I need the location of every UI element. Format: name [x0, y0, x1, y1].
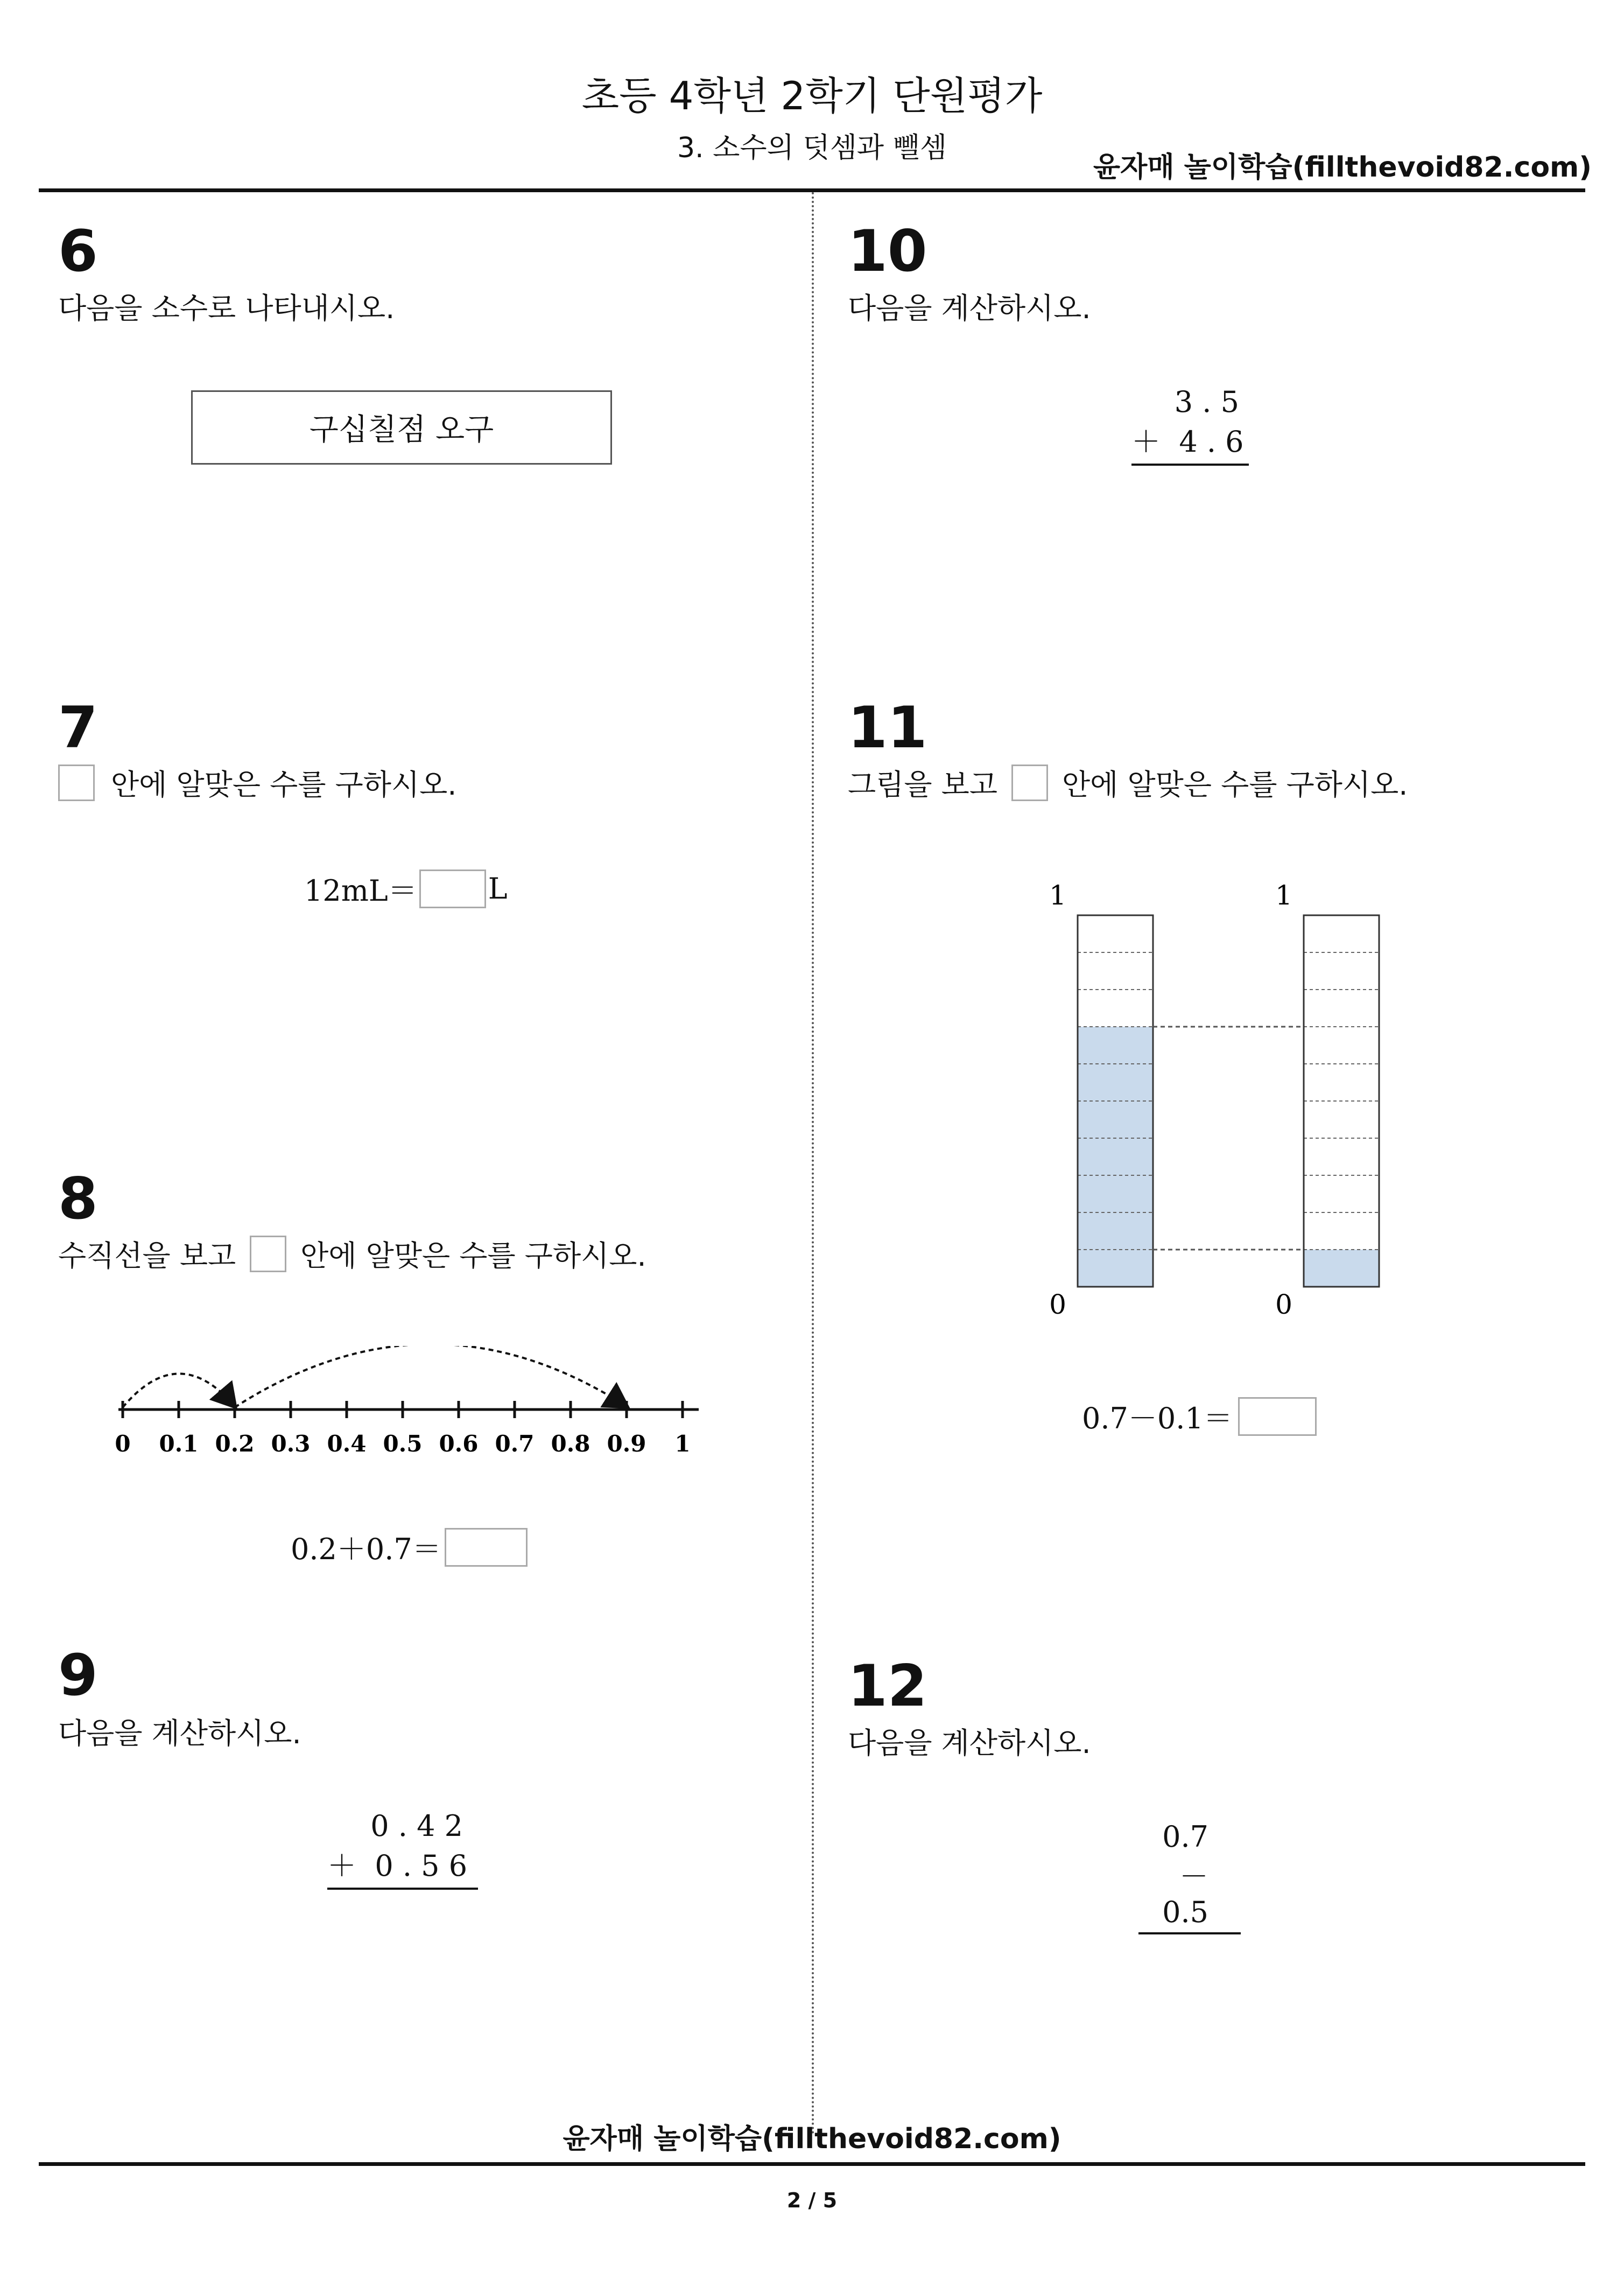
header-rule [39, 188, 1585, 192]
page-title: 초등 4학년 2학기 단원평가 [581, 73, 1043, 118]
number-line-label: 0.5 [383, 1430, 423, 1457]
question-9-line1: 0 . 4 2 [370, 1809, 463, 1843]
question-11-expression [1082, 1396, 1317, 1437]
bar2-top-label: 1 [1275, 880, 1292, 911]
question-11-answer-box[interactable] [1238, 1397, 1317, 1436]
question-12-line1: 0.7 [1162, 1820, 1208, 1854]
question-7-answer-box[interactable] [419, 869, 486, 908]
number-line-label: 0.1 [159, 1430, 199, 1457]
number-line-label: 0.3 [271, 1430, 311, 1457]
question-8-prompt-box [250, 1236, 286, 1272]
question-8-answer-box[interactable] [445, 1528, 528, 1567]
question-8-prompt-after: 안에 알맞은 수를 구하시오. [300, 1239, 646, 1273]
number-line-label: 0.4 [327, 1430, 367, 1457]
question-8-expr: 0.2＋0.7＝ [291, 1532, 441, 1566]
unit-subtitle: 3. 소수의 덧셈과 뺄셈 [677, 132, 947, 164]
question-10-number: 10 [848, 218, 927, 284]
question-11-number: 11 [848, 695, 927, 761]
question-12-prompt: 다음을 계산하시오. [848, 1726, 1091, 1760]
question-7-expr-left: 12mL＝ [304, 874, 417, 908]
question-8-expression [291, 1526, 528, 1568]
question-11-prompt-after: 안에 알맞은 수를 구하시오. [1062, 768, 1408, 802]
number-line [108, 1346, 716, 1470]
question-6-number: 6 [58, 218, 98, 284]
bar2-shaded [1304, 1250, 1379, 1287]
question-9-number: 9 [58, 1642, 98, 1708]
question-9-line2: ＋ 0 . 5 6 [327, 1849, 468, 1883]
number-line-label: 0.9 [607, 1430, 646, 1457]
brand-footer: 윤자매 놀이학습(fillthevoid82.com) [563, 2123, 1061, 2155]
question-7-number: 7 [58, 695, 98, 761]
number-line-label: 0.6 [439, 1430, 479, 1457]
question-9-underline [327, 1888, 478, 1890]
bar1-top-label: 1 [1049, 880, 1066, 911]
question-10-line1: 3 . 5 [1174, 385, 1239, 419]
question-11-expr: 0.7－0.1＝ [1082, 1401, 1233, 1435]
question-6-word-box [191, 390, 612, 465]
question-7-expr-right: L [488, 872, 508, 906]
number-line-label: 1 [674, 1430, 691, 1457]
number-line-label: 0.2 [215, 1430, 255, 1457]
page-number: 2 / 5 [786, 2189, 838, 2212]
decimal-bars-figure [1039, 872, 1416, 1324]
number-line-jump-arrow [235, 1346, 627, 1407]
question-10-underline [1131, 464, 1249, 466]
question-7-expression [304, 868, 508, 909]
question-6-word: 구십칠점 오구 [309, 412, 494, 447]
question-9-calculation [327, 1809, 478, 1890]
question-11-prompt-row [848, 762, 1408, 803]
number-line-label: 0.8 [551, 1430, 590, 1457]
question-10-prompt: 다음을 계산하시오. [848, 291, 1091, 325]
question-8-number: 8 [58, 1166, 98, 1232]
column-divider [812, 192, 814, 2136]
question-7-prompt-box [58, 765, 95, 801]
question-11-prompt-box [1011, 765, 1048, 801]
brand-header: 윤자매 놀이학습(fillthevoid82.com) [1093, 151, 1592, 184]
question-10-calculation [1131, 385, 1249, 466]
question-8-prompt-row [58, 1233, 646, 1274]
bar1-bottom-label: 0 [1049, 1289, 1066, 1320]
question-10-line2: ＋ 4 . 6 [1131, 425, 1244, 459]
footer-rule [39, 2162, 1585, 2166]
question-12-line2: －0.5 [1162, 1860, 1208, 1929]
bar1-shaded [1078, 1027, 1153, 1287]
question-6-prompt: 다음을 소수로 나타내시오. [58, 291, 395, 325]
question-11-prompt-before: 그림을 보고 [848, 768, 997, 802]
question-12-number: 12 [848, 1653, 927, 1719]
question-7-prompt-row [58, 762, 456, 803]
question-7-prompt: 안에 알맞은 수를 구하시오. [111, 768, 457, 802]
question-9-prompt: 다음을 계산하시오. [58, 1716, 301, 1750]
number-line-label: 0.7 [495, 1430, 535, 1457]
question-8-prompt-before: 수직선을 보고 [58, 1239, 236, 1273]
question-12-calculation [1138, 1820, 1241, 1934]
bar2-bottom-label: 0 [1275, 1289, 1292, 1320]
question-12-underline [1138, 1932, 1241, 1934]
number-line-label: 0 [115, 1430, 131, 1457]
